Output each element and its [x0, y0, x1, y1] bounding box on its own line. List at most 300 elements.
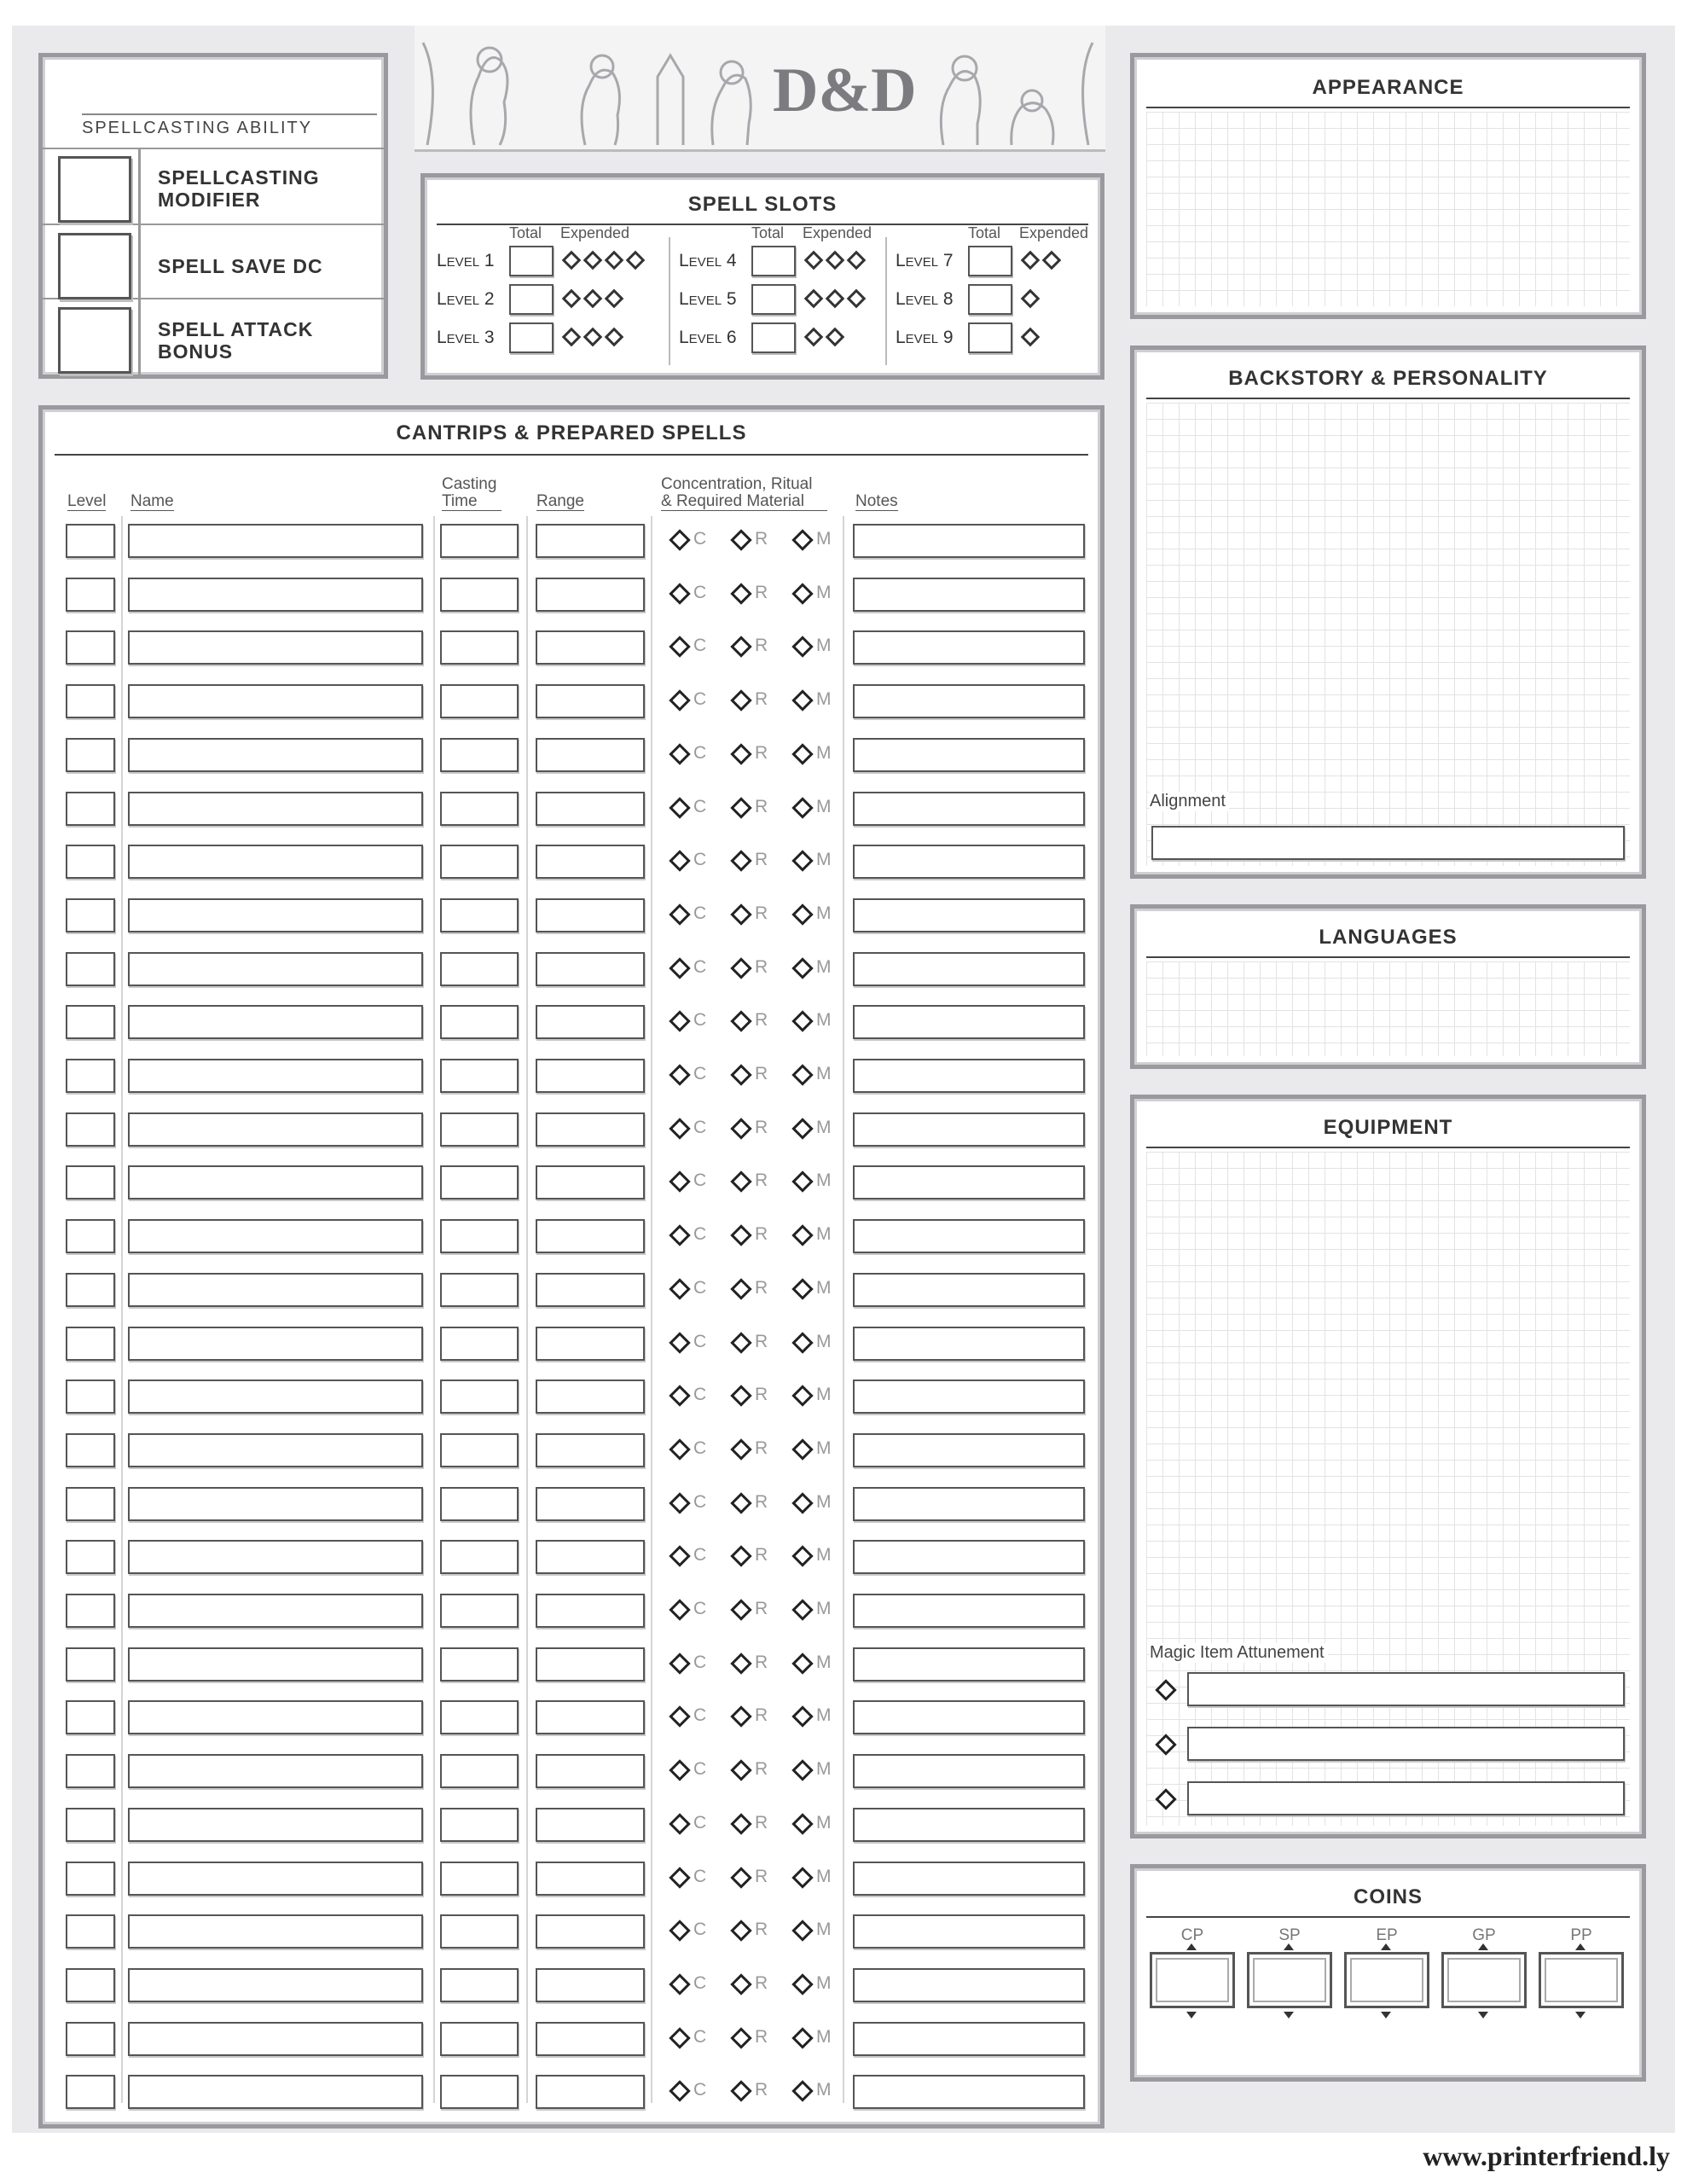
slot-expended-diamond[interactable]: [583, 328, 603, 347]
spell-flag-r-diamond[interactable]: [730, 797, 751, 818]
attunement-field[interactable]: [1187, 1672, 1625, 1706]
spell-flag-c-diamond[interactable]: [669, 1492, 690, 1513]
spell-level-box[interactable]: [66, 952, 115, 986]
spell-casting-time-field[interactable]: [440, 1433, 519, 1467]
spell-level-box[interactable]: [66, 1433, 115, 1467]
spell-name-field[interactable]: [128, 952, 423, 986]
spell-flag-m-diamond[interactable]: [791, 1278, 813, 1299]
spell-level-box[interactable]: [66, 1914, 115, 1949]
spell-flag-m-diamond[interactable]: [791, 1973, 813, 1995]
spell-name-field[interactable]: [128, 1059, 423, 1093]
languages-grid[interactable]: [1146, 961, 1630, 1056]
spell-notes-field[interactable]: [853, 2022, 1085, 2056]
spell-range-field[interactable]: [536, 1862, 645, 1896]
slot-expended-diamond[interactable]: [562, 251, 582, 270]
spell-flag-c-diamond[interactable]: [669, 1813, 690, 1834]
spell-range-field[interactable]: [536, 1594, 645, 1628]
spell-notes-field[interactable]: [853, 1327, 1085, 1361]
spell-flag-c-diamond[interactable]: [669, 1171, 690, 1193]
spell-level-box[interactable]: [66, 2075, 115, 2109]
spell-flag-m-diamond[interactable]: [791, 797, 813, 818]
spell-casting-time-field[interactable]: [440, 1112, 519, 1147]
spell-casting-time-field[interactable]: [440, 2075, 519, 2109]
spell-name-field[interactable]: [128, 1433, 423, 1467]
spell-flag-r-label: R: [755, 1599, 768, 1618]
spell-name-field[interactable]: [128, 1968, 423, 2002]
spell-name-field[interactable]: [128, 630, 423, 665]
slot-expended-diamond[interactable]: [605, 328, 624, 347]
spell-flag-r-diamond[interactable]: [730, 1920, 751, 1941]
coin-box-cp[interactable]: [1150, 1952, 1235, 2008]
spell-range-field[interactable]: [536, 1327, 645, 1361]
slot-total-box[interactable]: [509, 284, 554, 315]
spell-flag-c-diamond[interactable]: [669, 529, 690, 550]
spell-flag-r-diamond[interactable]: [730, 1438, 751, 1460]
spell-notes-field[interactable]: [853, 845, 1085, 879]
spell-notes-field[interactable]: [853, 1540, 1085, 1574]
spell-casting-time-field[interactable]: [440, 1059, 519, 1093]
spell-flag-r-diamond[interactable]: [730, 1385, 751, 1406]
slot-total-box[interactable]: [509, 322, 554, 353]
spell-flag-m-diamond[interactable]: [791, 1171, 813, 1193]
spell-range-field[interactable]: [536, 1487, 645, 1521]
spell-level-box[interactable]: [66, 1112, 115, 1147]
spell-casting-time-field[interactable]: [440, 1165, 519, 1199]
spell-flag-m-diamond[interactable]: [791, 636, 813, 658]
spell-flag-r-diamond[interactable]: [730, 1759, 751, 1780]
spell-casting-time-field[interactable]: [440, 952, 519, 986]
spell-flag-r-diamond[interactable]: [730, 2081, 751, 2102]
spell-name-field[interactable]: [128, 684, 423, 718]
spell-flag-c-diamond[interactable]: [669, 1973, 690, 1995]
slot-total-box[interactable]: [509, 246, 554, 276]
spell-flag-r-diamond[interactable]: [730, 529, 751, 550]
spell-range-field[interactable]: [536, 1808, 645, 1842]
spell-name-field[interactable]: [128, 738, 423, 772]
spell-name-field[interactable]: [128, 1112, 423, 1147]
spell-flag-c-diamond[interactable]: [669, 1867, 690, 1888]
spell-flag-r-diamond[interactable]: [730, 1492, 751, 1513]
spell-level-box[interactable]: [66, 1808, 115, 1842]
spell-range-field[interactable]: [536, 792, 645, 826]
spell-notes-field[interactable]: [853, 684, 1085, 718]
spell-flag-r-diamond[interactable]: [730, 1706, 751, 1728]
spell-flag-m-diamond[interactable]: [791, 1224, 813, 1246]
spell-level-box[interactable]: [66, 1754, 115, 1788]
spell-notes-field[interactable]: [853, 792, 1085, 826]
coin-box-gp[interactable]: [1441, 1952, 1527, 2008]
spell-level-box[interactable]: [66, 1647, 115, 1682]
spell-flag-m-label: M: [816, 1491, 832, 1512]
spell-name-field[interactable]: [128, 1914, 423, 1949]
spell-casting-time-field[interactable]: [440, 898, 519, 932]
spell-casting-time-field[interactable]: [440, 1273, 519, 1307]
spell-flag-m-diamond[interactable]: [791, 1867, 813, 1888]
slot-expended-diamond[interactable]: [804, 251, 824, 270]
spell-flag-c-diamond[interactable]: [669, 583, 690, 604]
spell-row: [43, 1325, 1100, 1364]
spell-flag-c-diamond[interactable]: [669, 1064, 690, 1085]
spell-level-box[interactable]: [66, 1059, 115, 1093]
spell-flag-r-diamond[interactable]: [730, 636, 751, 658]
spell-flag-r-diamond[interactable]: [730, 743, 751, 764]
spell-name-field[interactable]: [128, 1219, 423, 1253]
spell-flag-m-diamond[interactable]: [791, 2027, 813, 2048]
spell-flag-m-diamond[interactable]: [791, 1653, 813, 1674]
spellcasting-modifier-box[interactable]: [58, 156, 131, 223]
spell-flag-r-diamond[interactable]: [730, 850, 751, 871]
equipment-grid[interactable]: [1146, 1152, 1630, 1826]
spell-notes-field[interactable]: [853, 1273, 1085, 1307]
spell-flag-c-diamond[interactable]: [669, 957, 690, 979]
spell-range-field[interactable]: [536, 1112, 645, 1147]
spell-flag-m-diamond[interactable]: [791, 1599, 813, 1620]
spell-range-field[interactable]: [536, 1005, 645, 1039]
spell-casting-time-field[interactable]: [440, 1968, 519, 2002]
spell-notes-field[interactable]: [853, 1700, 1085, 1734]
spell-casting-time-field[interactable]: [440, 1647, 519, 1682]
spell-flag-m-diamond[interactable]: [791, 1438, 813, 1460]
coin-box-ep[interactable]: [1344, 1952, 1429, 2008]
spell-row: [43, 897, 1100, 936]
spell-level-box[interactable]: [66, 1219, 115, 1253]
spell-flag-m-diamond[interactable]: [791, 1759, 813, 1780]
spell-notes-field[interactable]: [853, 1380, 1085, 1414]
spell-notes-field[interactable]: [853, 898, 1085, 932]
spell-flag-r-diamond[interactable]: [730, 1546, 751, 1567]
spell-range-field[interactable]: [536, 1219, 645, 1253]
spell-flag-r-diamond[interactable]: [730, 583, 751, 604]
spell-level-box[interactable]: [66, 1327, 115, 1361]
spell-flag-c-diamond[interactable]: [669, 850, 690, 871]
spell-flag-c-diamond[interactable]: [669, 1920, 690, 1941]
spell-notes-field[interactable]: [853, 1059, 1085, 1093]
spell-casting-time-field[interactable]: [440, 1487, 519, 1521]
spell-range-field[interactable]: [536, 845, 645, 879]
spell-notes-field[interactable]: [853, 1647, 1085, 1682]
spell-casting-time-field[interactable]: [440, 1005, 519, 1039]
spell-range-field[interactable]: [536, 1647, 645, 1682]
spell-flag-m-diamond[interactable]: [791, 1546, 813, 1567]
spell-flag-m-diamond[interactable]: [791, 2081, 813, 2102]
spell-flag-r-diamond[interactable]: [730, 1653, 751, 1674]
slot-expended-diamond[interactable]: [804, 289, 824, 309]
spell-flag-r-diamond[interactable]: [730, 903, 751, 925]
slot-expended-diamond[interactable]: [847, 289, 867, 309]
slot-total-box[interactable]: [751, 322, 796, 353]
spell-attack-bonus-box[interactable]: [58, 307, 131, 374]
spell-range-field[interactable]: [536, 1540, 645, 1574]
spell-range-field[interactable]: [536, 1968, 645, 2002]
spell-casting-time-field[interactable]: [440, 1540, 519, 1574]
spell-flag-c-diamond[interactable]: [669, 689, 690, 711]
slot-expended-diamond[interactable]: [826, 328, 845, 347]
spell-notes-field[interactable]: [853, 1433, 1085, 1467]
spell-flag-m-diamond[interactable]: [791, 957, 813, 979]
spell-level-box[interactable]: [66, 898, 115, 932]
spell-notes-field[interactable]: [853, 1005, 1085, 1039]
coin-box-sp[interactable]: [1247, 1952, 1332, 2008]
spell-flag-c-diamond[interactable]: [669, 1011, 690, 1032]
spell-range-field[interactable]: [536, 1059, 645, 1093]
spell-level-box[interactable]: [66, 1487, 115, 1521]
spell-flag-c-diamond[interactable]: [669, 2027, 690, 2048]
spell-level-box[interactable]: [66, 2022, 115, 2056]
spell-flag-r-diamond[interactable]: [730, 1224, 751, 1246]
slot-expended-diamond[interactable]: [826, 289, 845, 309]
spell-casting-time-field[interactable]: [440, 684, 519, 718]
spell-range-field[interactable]: [536, 2075, 645, 2109]
spell-name-field[interactable]: [128, 1808, 423, 1842]
spell-name-field[interactable]: [128, 1754, 423, 1788]
spell-name-field[interactable]: [128, 1540, 423, 1574]
spell-flag-r-diamond[interactable]: [730, 1332, 751, 1353]
spell-casting-time-field[interactable]: [440, 1754, 519, 1788]
spell-flag-m-diamond[interactable]: [791, 529, 813, 550]
attunement-field[interactable]: [1187, 1781, 1625, 1815]
spell-name-field[interactable]: [128, 2022, 423, 2056]
spell-level-box[interactable]: [66, 524, 115, 558]
spell-level-box[interactable]: [66, 738, 115, 772]
spell-flag-r-diamond[interactable]: [730, 1011, 751, 1032]
spell-level-box[interactable]: [66, 1380, 115, 1414]
spell-casting-time-field[interactable]: [440, 1700, 519, 1734]
spell-name-field[interactable]: [128, 1273, 423, 1307]
spell-level-box[interactable]: [66, 1862, 115, 1896]
spell-casting-time-field[interactable]: [440, 630, 519, 665]
slot-total-box[interactable]: [968, 246, 1012, 276]
spell-casting-time-field[interactable]: [440, 1594, 519, 1628]
spell-flag-m-diamond[interactable]: [791, 1813, 813, 1834]
spell-casting-time-field[interactable]: [440, 738, 519, 772]
slot-expended-diamond[interactable]: [605, 289, 624, 309]
spell-range-field[interactable]: [536, 1754, 645, 1788]
spell-flag-r-diamond[interactable]: [730, 1813, 751, 1834]
slot-expended-diamond[interactable]: [1042, 251, 1062, 270]
spell-range-field[interactable]: [536, 524, 645, 558]
spell-flag-c-diamond[interactable]: [669, 1332, 690, 1353]
spell-flag-c-diamond[interactable]: [669, 1438, 690, 1460]
spell-flag-m-diamond[interactable]: [791, 743, 813, 764]
spell-flag-r-diamond[interactable]: [730, 1278, 751, 1299]
spell-casting-time-field[interactable]: [440, 845, 519, 879]
slot-expended-diamond[interactable]: [804, 328, 824, 347]
spell-range-field[interactable]: [536, 2022, 645, 2056]
spell-flag-m-diamond[interactable]: [791, 1492, 813, 1513]
spell-flag-r-diamond[interactable]: [730, 1064, 751, 1085]
spell-level-box[interactable]: [66, 1165, 115, 1199]
slot-expended-diamond[interactable]: [605, 251, 624, 270]
spell-range-field[interactable]: [536, 578, 645, 612]
spell-level-box[interactable]: [66, 1700, 115, 1734]
slot-total-box[interactable]: [751, 246, 796, 276]
spell-flag-c-diamond[interactable]: [669, 1385, 690, 1406]
spell-flag-m-diamond[interactable]: [791, 1064, 813, 1085]
spell-flag-m-label: M: [816, 1224, 832, 1245]
spell-range-field[interactable]: [536, 952, 645, 986]
spell-flag-c-diamond[interactable]: [669, 2081, 690, 2102]
spell-range-field[interactable]: [536, 1380, 645, 1414]
spell-name-field[interactable]: [128, 1327, 423, 1361]
spell-flag-c-diamond[interactable]: [669, 1759, 690, 1780]
spell-flag-m-diamond[interactable]: [791, 903, 813, 925]
spell-notes-field[interactable]: [853, 524, 1085, 558]
spell-notes-field[interactable]: [853, 1968, 1085, 2002]
slot-expended-diamond[interactable]: [583, 251, 603, 270]
spell-flag-r-diamond[interactable]: [730, 2027, 751, 2048]
slot-expended-diamond[interactable]: [562, 289, 582, 309]
spell-level-box[interactable]: [66, 1273, 115, 1307]
spell-range-field[interactable]: [536, 1273, 645, 1307]
spell-flag-c-diamond[interactable]: [669, 1224, 690, 1246]
spell-notes-field[interactable]: [853, 952, 1085, 986]
spell-level-box[interactable]: [66, 1540, 115, 1574]
spell-notes-field[interactable]: [853, 1219, 1085, 1253]
spell-flag-c-label: C: [693, 1438, 707, 1458]
spell-notes-field[interactable]: [853, 1862, 1085, 1896]
slot-total-box[interactable]: [751, 284, 796, 315]
slot-total-box[interactable]: [968, 284, 1012, 315]
spell-flag-m-diamond[interactable]: [791, 1011, 813, 1032]
appearance-grid[interactable]: [1146, 112, 1630, 306]
spell-flag-r-diamond[interactable]: [730, 1973, 751, 1995]
spell-casting-time-field[interactable]: [440, 1380, 519, 1414]
spell-notes-field[interactable]: [853, 1594, 1085, 1628]
spell-name-field[interactable]: [128, 898, 423, 932]
spell-flag-r-label: R: [755, 1117, 768, 1137]
spell-name-field[interactable]: [128, 1005, 423, 1039]
spell-name-field[interactable]: [128, 524, 423, 558]
spell-row: [43, 1913, 1100, 1952]
spell-flag-c-diamond[interactable]: [669, 1118, 690, 1139]
spell-level-box[interactable]: [66, 684, 115, 718]
spell-notes-field[interactable]: [853, 1808, 1085, 1842]
spell-level-box[interactable]: [66, 1968, 115, 2002]
spell-flag-r-label: R: [755, 1812, 768, 1833]
spell-flag-c-diamond[interactable]: [669, 1706, 690, 1728]
spell-range-field[interactable]: [536, 1165, 645, 1199]
spell-level-box[interactable]: [66, 578, 115, 612]
spell-flag-m-diamond[interactable]: [791, 1385, 813, 1406]
spell-flag-m-diamond[interactable]: [791, 1118, 813, 1139]
spell-flag-c-diamond[interactable]: [669, 1278, 690, 1299]
spell-name-field[interactable]: [128, 578, 423, 612]
spell-range-field[interactable]: [536, 898, 645, 932]
spell-save-dc-box[interactable]: [58, 233, 131, 299]
spell-casting-time-field[interactable]: [440, 1862, 519, 1896]
spell-range-field[interactable]: [536, 1433, 645, 1467]
spell-notes-field[interactable]: [853, 1754, 1085, 1788]
coin-box-pp[interactable]: [1539, 1952, 1624, 2008]
spell-flag-r-diamond[interactable]: [730, 1118, 751, 1139]
attunement-field[interactable]: [1187, 1727, 1625, 1761]
spell-flag-r-diamond[interactable]: [730, 689, 751, 711]
spell-name-field[interactable]: [128, 2075, 423, 2109]
slot-expended-diamond[interactable]: [1021, 251, 1041, 270]
spell-flag-r-diamond[interactable]: [730, 1171, 751, 1193]
slot-expended-diamond[interactable]: [1021, 289, 1041, 309]
spell-name-field[interactable]: [128, 1380, 423, 1414]
spell-flag-c-label: C: [693, 1010, 707, 1031]
spell-flag-c-diamond[interactable]: [669, 1653, 690, 1674]
slot-expended-diamond[interactable]: [826, 251, 845, 270]
spell-flag-m-diamond[interactable]: [791, 1706, 813, 1728]
alignment-field[interactable]: [1151, 826, 1625, 860]
footer-url[interactable]: www.printerfriend.ly: [1423, 2140, 1670, 2171]
spell-level-box[interactable]: [66, 1594, 115, 1628]
spell-flag-c-diamond[interactable]: [669, 1599, 690, 1620]
slot-total-box[interactable]: [968, 322, 1012, 353]
spell-flag-c-diamond[interactable]: [669, 743, 690, 764]
spell-level-box[interactable]: [66, 630, 115, 665]
spell-range-field[interactable]: [536, 738, 645, 772]
spell-range-field[interactable]: [536, 1914, 645, 1949]
spell-flag-m-diamond[interactable]: [791, 850, 813, 871]
spell-level-box[interactable]: [66, 845, 115, 879]
spell-casting-time-field[interactable]: [440, 1808, 519, 1842]
spell-name-field[interactable]: [128, 1594, 423, 1628]
spell-casting-time-field[interactable]: [440, 578, 519, 612]
spell-casting-time-field[interactable]: [440, 524, 519, 558]
spell-flag-c-diamond[interactable]: [669, 903, 690, 925]
spell-notes-field[interactable]: [853, 1914, 1085, 1949]
spell-flag-m-diamond[interactable]: [791, 1332, 813, 1353]
spell-casting-time-field[interactable]: [440, 792, 519, 826]
spell-level-box[interactable]: [66, 1005, 115, 1039]
spell-casting-time-field[interactable]: [440, 2022, 519, 2056]
spell-name-field[interactable]: [128, 1487, 423, 1521]
spell-range-field[interactable]: [536, 684, 645, 718]
spell-flag-c-label: C: [693, 2080, 707, 2100]
spell-name-field[interactable]: [128, 1647, 423, 1682]
spell-flag-c-diamond[interactable]: [669, 1546, 690, 1567]
spell-flag-c-diamond[interactable]: [669, 636, 690, 658]
slot-expended-diamond[interactable]: [583, 289, 603, 309]
spell-casting-time-field[interactable]: [440, 1914, 519, 1949]
spell-notes-field[interactable]: [853, 1165, 1085, 1199]
spell-flag-m-diamond[interactable]: [791, 689, 813, 711]
spell-notes-field[interactable]: [853, 1487, 1085, 1521]
spell-name-field[interactable]: [128, 792, 423, 826]
spell-name-field[interactable]: [128, 1165, 423, 1199]
spell-casting-time-field[interactable]: [440, 1219, 519, 1253]
spell-notes-field[interactable]: [853, 2075, 1085, 2109]
slot-expended-diamond[interactable]: [626, 251, 646, 270]
slot-expended-diamond[interactable]: [847, 251, 867, 270]
spell-flag-r-diamond[interactable]: [730, 1867, 751, 1888]
slot-expended-diamond[interactable]: [562, 328, 582, 347]
spell-name-field[interactable]: [128, 1700, 423, 1734]
spell-flag-m-label: M: [816, 1438, 832, 1458]
spell-notes-field[interactable]: [853, 630, 1085, 665]
spell-name-field[interactable]: [128, 1862, 423, 1896]
spell-flag-r-diamond[interactable]: [730, 1599, 751, 1620]
spell-notes-field[interactable]: [853, 738, 1085, 772]
spell-level-box[interactable]: [66, 792, 115, 826]
spell-name-field[interactable]: [128, 845, 423, 879]
spell-flag-m-diamond[interactable]: [791, 1920, 813, 1941]
spell-flag-r-diamond[interactable]: [730, 957, 751, 979]
spell-flag-m-diamond[interactable]: [791, 583, 813, 604]
spell-range-field[interactable]: [536, 630, 645, 665]
spell-flag-c-diamond[interactable]: [669, 797, 690, 818]
spell-notes-field[interactable]: [853, 578, 1085, 612]
spell-casting-time-field[interactable]: [440, 1327, 519, 1361]
spell-flag-r-label: R: [755, 850, 768, 870]
spell-notes-field[interactable]: [853, 1112, 1085, 1147]
spell-range-field[interactable]: [536, 1700, 645, 1734]
slot-expended-diamond[interactable]: [1021, 328, 1041, 347]
